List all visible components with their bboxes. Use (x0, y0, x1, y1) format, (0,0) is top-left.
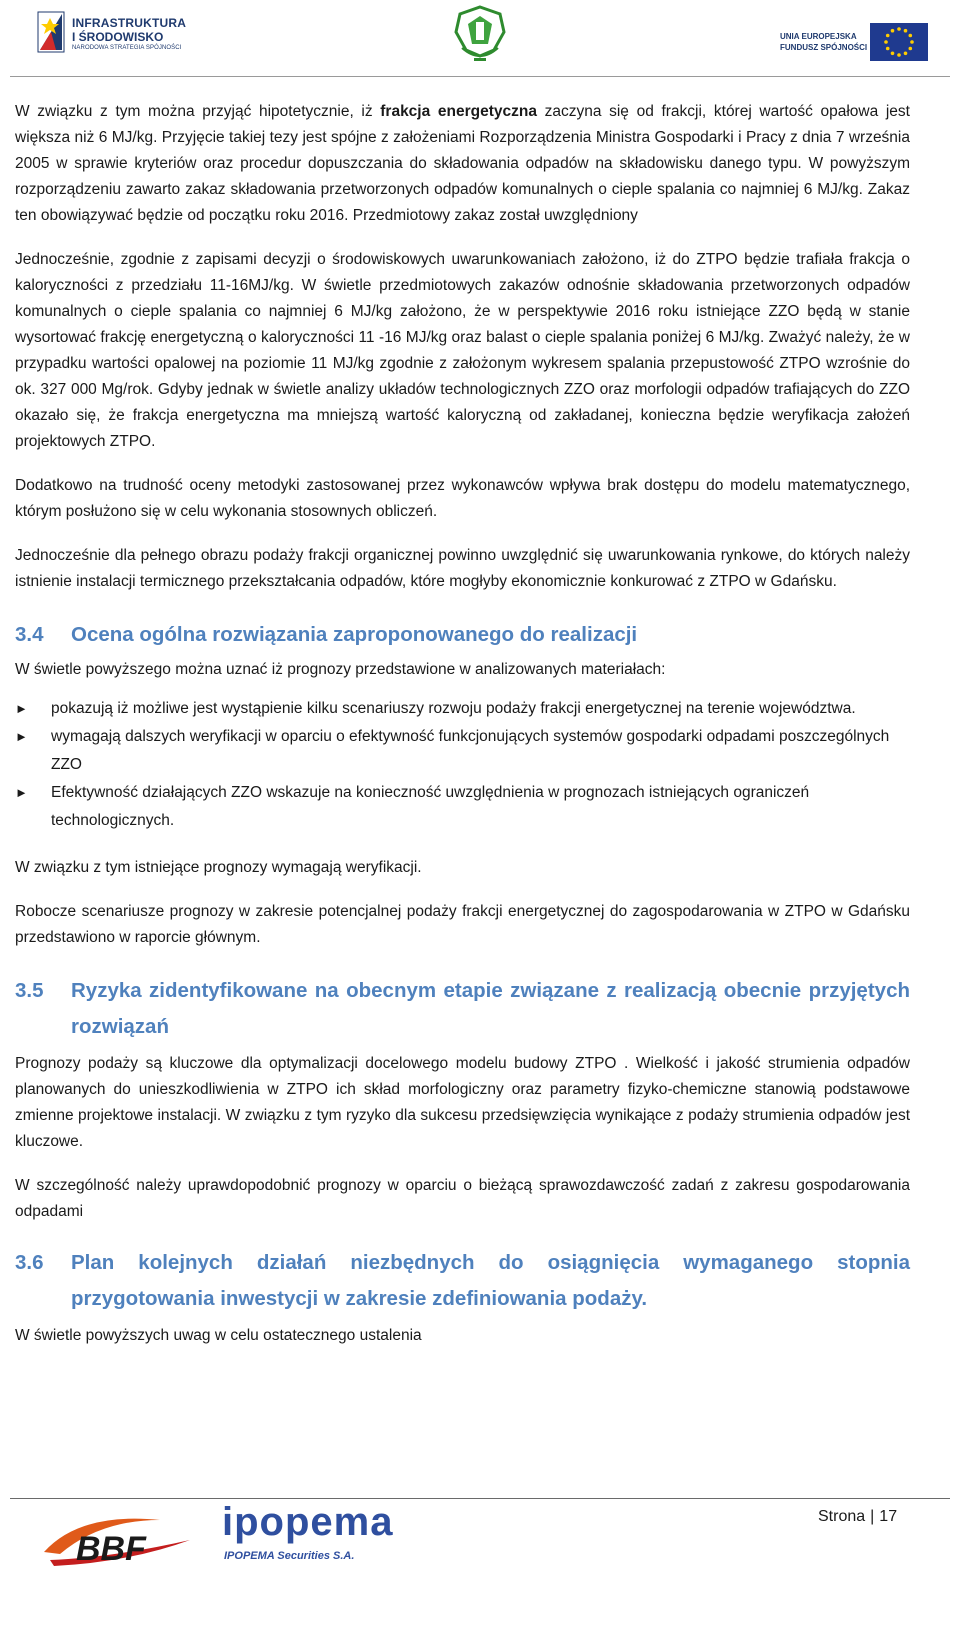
header-divider (10, 76, 950, 77)
recycling-emblem-icon (448, 4, 512, 64)
bullet-arrow-icon: ► (15, 701, 28, 716)
logo-left-line3: NARODOWA STRATEGIA SPÓJNOŚCI (72, 45, 182, 51)
flag-emblem-icon (36, 10, 68, 54)
page-label: Strona (818, 1508, 866, 1525)
section-title: Ocena ogólna rozwiązania zaproponowanego do realizacji (71, 623, 638, 646)
paragraph-8: Prognozy podaży są kluczowe dla optymalizacji docelowego modelu budowy ZTPO . Wielkość i jakość strumienia odpadów planowanych do unieszkodliwienia w ZTPO ich skład morfologiczny oraz parametry fizyko-chemiczne stanowią podstawowe zmienne projektowe instalacji. W związku z tym ryzyko dla sukcesu przedsięwzięcia wynikające z podaży strumienia odpadów jest kluczowe. (15, 1055, 910, 1150)
center-green-logo (448, 4, 512, 64)
section-number: 3.4 (15, 623, 44, 646)
section-heading-3-6 (15, 1245, 910, 1317)
page-separator: | (870, 1508, 875, 1525)
paragraph-4: Jednocześnie dla pełnego obrazu podaży frakcji organicznej powinno uwzględnić się uwarunkowania rynkowe, do których należy istnienie instalacji termicznego przekształcania odpadów, które mogłyby ekonomicznie konkurować z ZTPO w Gdańsku. (15, 547, 910, 590)
section-heading-3-4 (15, 617, 910, 653)
page-header (0, 0, 960, 78)
logo-right-line2: FUNDUSZ SPÓJNOŚCI (780, 43, 868, 52)
paragraph-5: W świetle powyższego można uznać iż prognozy przedstawione w analizowanych materiałach: (15, 661, 666, 678)
logo-left-line2: I ŚRODOWISKO (72, 30, 164, 44)
section-number: 3.5 (15, 979, 44, 1002)
section-number: 3.6 (15, 1251, 44, 1274)
page-number (818, 1508, 897, 1526)
paragraph-3: Dodatkowo na trudność oceny metodyki zastosowanej przez wykonawców wpływa brak dostępu do modelu matematycznego, którym posłużono się w celu wykonania stosownych obliczeń. (15, 477, 910, 520)
paragraph-9: W szczególność należy uprawdopodobnić prognozy w oparciu o bieżącą sprawozdawczość zadań z zakresu gospodarowania odpadami (15, 1177, 910, 1220)
paragraph-10: W świetle powyższych uwag w celu ostatecznego ustalenia (15, 1327, 422, 1344)
infrastruktura-logo (36, 10, 186, 58)
section-title: Plan kolejnych działań niezbędnych do osiągnięcia wymaganego stopnia przygotowania inwestycji w zakresie zdefiniowania podaży. (71, 1251, 910, 1310)
section-heading-3-5 (15, 973, 910, 1045)
ipopema-logo (222, 1500, 412, 1566)
eu-logo (780, 18, 930, 64)
list-item: ► Efektywność działających ZZO wskazuje na konieczność uwzględnienia w prognozach istniejących ograniczeń technologicznych. (15, 779, 910, 835)
ipopema-subtitle: IPOPEMA Securities S.A. (224, 1550, 355, 1562)
bullet-list (15, 695, 910, 835)
footer-divider (10, 1498, 950, 1499)
bbf-logo (40, 1510, 200, 1570)
paragraph-6: W związku z tym istniejące prognozy wymagają weryfikacji. (15, 859, 422, 876)
logo-left-line1: INFRASTRUKTURA (72, 16, 187, 30)
page-number-value: 17 (879, 1508, 898, 1525)
paragraph-7: Robocze scenariusze prognozy w zakresie potencjalnej podaży frakcji energetycznej do zagospodarowania w ZTPO w Gdańsku przedstawiono w raporcie głównym. (15, 903, 910, 946)
list-item: ► wymagają dalszych weryfikacji w oparciu o efektywność funkcjonujących systemów gospodarki odpadami poszczególnych ZZO (15, 723, 910, 779)
section-title: Ryzyka zidentyfikowane na obecnym etapie związane z realizacją obecnie przyjętych rozwiązań (71, 979, 910, 1038)
bbf-swoosh-icon (40, 1510, 200, 1570)
logo-right-line1: UNIA EUROPEJSKA (780, 32, 857, 41)
bbf-wordmark: BBF (76, 1530, 146, 1568)
ipopema-wordmark: ipopema (222, 1500, 394, 1544)
bullet-arrow-icon: ► (15, 785, 28, 800)
bullet-arrow-icon: ► (15, 729, 28, 744)
paragraph-2: Jednocześnie, zgodnie z zapisami decyzji o środowiskowych uwarunkowaniach założono, iż do ZTPO będzie trafiała frakcja o kaloryczności z przedziału 11-16MJ/kg. W świetle przedmiotowych zakazów odnośnie składowania przetworzonych odpadów komunalnych o cieple spalania co najmniej 6 MJ/kg założono, że w perspektywie 2016 roku istniejące ZZO będą w stanie wysortować frakcję energetyczną o kaloryczności 11 -16 MJ/kg oraz balast o cieple spalania poniżej 6 MJ/kg. Zważyć należy, że w przypadku wartości opalowej na poziomie 11 MJ/kg zgodnie z założonym wykresem spalania przepustowość ZTPO wzrośnie do ok. 327 000 Mg/rok. Gdyby jednak w świetle analizy układów technologicznych ZZO oraz morfologii odpadów trafiających do ZZO okazało się, że frakcja energetyczna ma mniejszą wartość kaloryczną od zakładanej, konieczna będzie weryfikacja założeń projektowych ZTPO. (15, 251, 910, 450)
page-footer (0, 1498, 960, 1649)
paragraph-1: W związku z tym można przyjąć hipotetycznie, iż frakcja energetyczna zaczyna się od frakcji, której wartość opałowa jest większa niż 6 MJ/kg. Przyjęcie takiej tezy jest spójne z założeniami Rozporządzenia Ministra Gospodarki i Pracy z dnia 7 września 2005 w sprawie kryteriów oraz procedur dopuszczania do składowania odpadów na składowisku danego typu. W powyższym rozporządzeniu zawarto zakaz składowania przetworzonych odpadów komunalnych o cieple spalania co najmniej 6 MJ/kg. Zakaz ten obowiązywać będzie od początku roku 2016. Przedmiotowy zakaz został uwzględniony (15, 103, 910, 224)
list-item: ► pokazują iż możliwe jest wystąpienie kilku scenariuszy rozwoju podaży frakcji energetycznej na terenie województwa. (15, 695, 910, 723)
eu-flag-icon (870, 23, 928, 61)
bold-term: frakcja energetyczna (380, 103, 537, 120)
document-body (15, 99, 910, 1349)
